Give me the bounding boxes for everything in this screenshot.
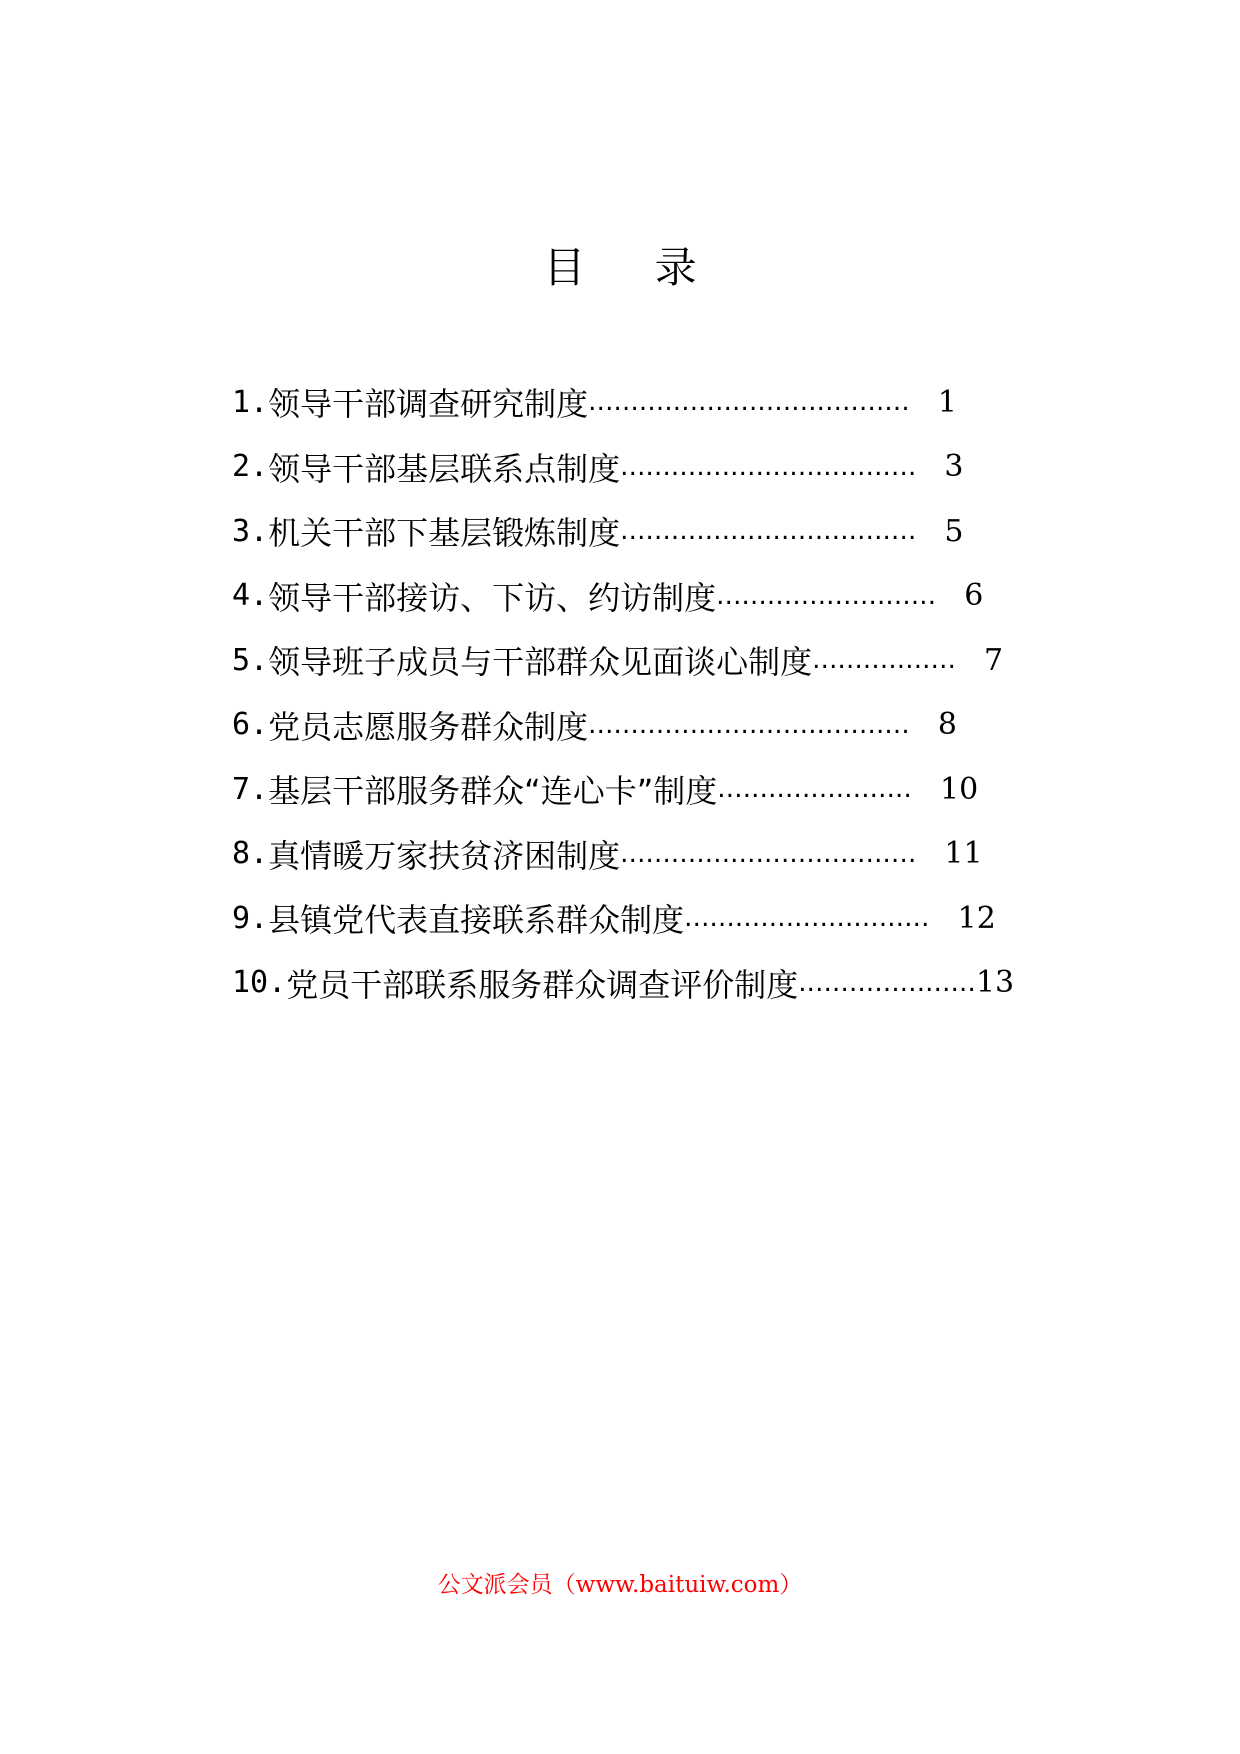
toc-page-number: 3 — [944, 449, 964, 485]
toc-page-number: 6 — [964, 578, 984, 614]
toc-entry-number: 10. — [232, 965, 287, 1001]
table-of-contents — [232, 370, 1052, 1015]
toc-entry-title: 真情暖万家扶贫济困制度 — [268, 836, 621, 875]
toc-entry-7[interactable] — [232, 757, 1052, 822]
toc-entry-number: 9. — [232, 900, 269, 936]
toc-entry-number: 1. — [232, 384, 269, 420]
toc-entry-number: 6. — [232, 707, 269, 743]
toc-leader-dots: ................................... — [620, 451, 917, 482]
toc-leader-dots: ............................. — [684, 903, 930, 934]
toc-entry-3[interactable] — [232, 499, 1052, 564]
footer-watermark-link[interactable]: 公文派会员（www.baituiw.com） — [437, 1572, 803, 1598]
toc-entry-10[interactable] — [232, 951, 1052, 1016]
toc-page-number: 5 — [944, 513, 964, 549]
toc-leader-dots: ..................... — [798, 967, 976, 998]
toc-entry-title: 领导班子成员与干部群众见面谈心制度 — [268, 643, 813, 682]
toc-entry-number: 7. — [232, 771, 269, 807]
toc-entry-title: 县镇党代表直接联系群众制度 — [268, 901, 685, 940]
toc-entry-title: 机关干部下基层锻炼制度 — [268, 514, 621, 553]
toc-entry-title: 党员干部联系服务群众调查评价制度 — [286, 965, 799, 1004]
toc-page-number: 12 — [957, 900, 996, 936]
toc-entry-4[interactable] — [232, 564, 1052, 629]
toc-entry-number: 2. — [232, 449, 269, 485]
toc-entry-number: 8. — [232, 836, 269, 872]
toc-entry-1[interactable] — [232, 370, 1052, 435]
toc-entry-title: 党员志愿服务群众制度 — [268, 707, 589, 746]
toc-page-number: 13 — [975, 965, 1015, 1001]
toc-entry-2[interactable] — [232, 435, 1052, 500]
toc-leader-dots: .......................... — [716, 580, 937, 611]
toc-leader-dots: ...................................... — [588, 709, 910, 740]
toc-leader-dots: ....................... — [717, 774, 912, 805]
toc-entry-number: 3. — [232, 513, 269, 549]
toc-entry-title: 领导干部基层联系点制度 — [268, 449, 621, 488]
toc-entry-9[interactable] — [232, 886, 1052, 951]
toc-entry-8[interactable] — [232, 822, 1052, 887]
toc-page-number: 10 — [939, 771, 979, 807]
toc-leader-dots: ................................... — [620, 838, 917, 869]
toc-leader-dots: ...................................... — [588, 387, 910, 418]
toc-leader-dots: ................. — [812, 645, 957, 676]
toc-entry-number: 5. — [232, 642, 269, 678]
toc-entry-title: 领导干部接访、下访、约访制度 — [268, 578, 717, 617]
toc-entry-title: 基层干部服务群众“连心卡”制度 — [268, 772, 718, 811]
toc-page-number: 8 — [937, 707, 957, 743]
toc-entry-number: 4. — [232, 578, 269, 614]
toc-leader-dots: ................................... — [620, 516, 917, 547]
page-title: 目 录 — [543, 243, 725, 292]
toc-entry-6[interactable] — [232, 693, 1052, 758]
toc-page-number: 7 — [984, 642, 1004, 678]
toc-page-number: 11 — [944, 836, 983, 872]
toc-page-number: 1 — [937, 384, 957, 420]
toc-entry-5[interactable] — [232, 628, 1052, 693]
toc-entry-title: 领导干部调查研究制度 — [268, 385, 589, 424]
